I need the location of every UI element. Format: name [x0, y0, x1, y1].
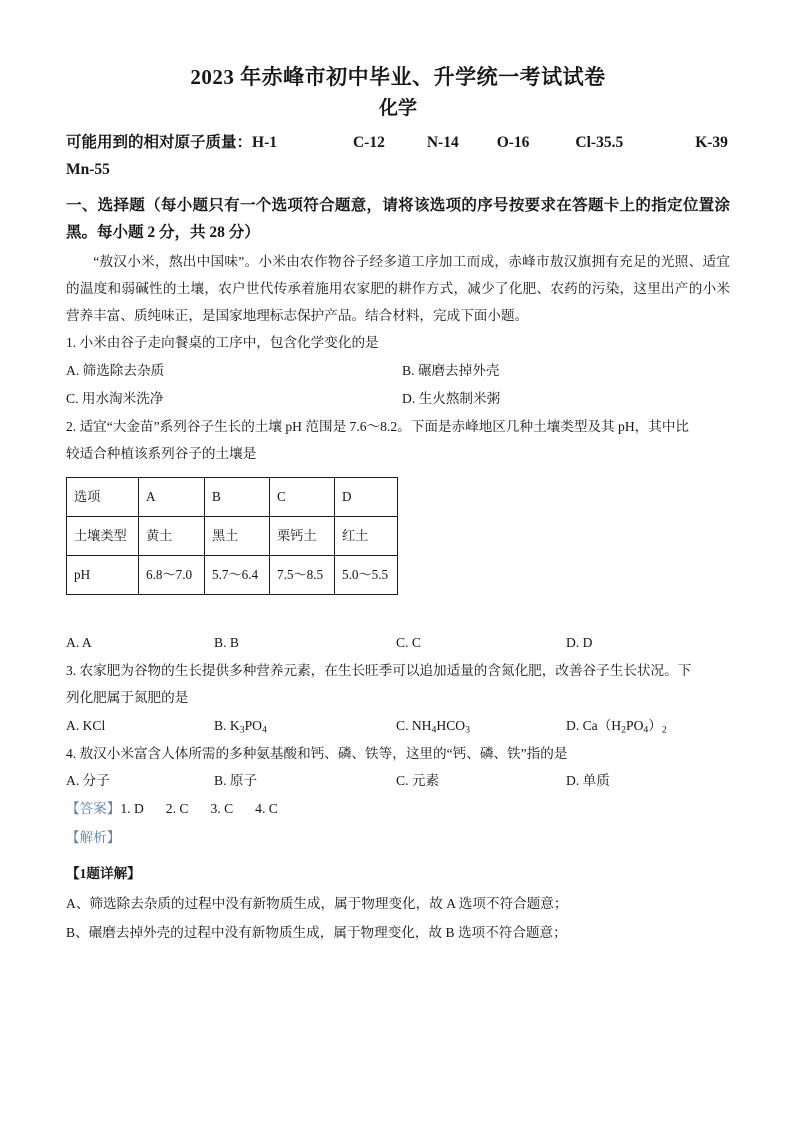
option-1-b[interactable]: B. 碾磨去掉外壳: [402, 362, 500, 378]
table-cell: 黄土: [139, 516, 205, 555]
atomic-mass-label: 可能用到的相对原子质量：: [66, 134, 253, 151]
table-cell: pH: [67, 555, 139, 594]
atomic-mass-cl: Cl-35.5: [575, 134, 624, 151]
question-3-options: [66, 712, 730, 740]
atomic-mass-k: K-39: [695, 134, 728, 151]
passage-text: “敖汉小米，熬出中国味”。小米由农作物谷子经多道工序加工而成，赤峰市敖汉旗拥有充足的光照、适宜的温度和弱碱性的土壤，农户世代传承着施用农家肥的耕作方式，减少了化肥、农药的污染，这里出产的小米营养丰富、质纯味正，是国家地理标志保护产品。结合材料，完成下面小题。: [66, 254, 730, 323]
answer-item-3: 3. C: [210, 801, 234, 816]
table-row: [67, 477, 398, 516]
option-4-b[interactable]: B. 原子: [214, 773, 258, 788]
atomic-mass-line-2: Mn-55: [66, 161, 110, 178]
table-cell: 选项: [67, 477, 139, 516]
soil-ph-table: [66, 477, 398, 595]
table-cell: 黑土: [205, 516, 270, 555]
question-2-stem-line-2: 较适合种植该系列谷子的土壤是: [66, 446, 257, 461]
analysis-tag: 【解析】: [66, 830, 121, 845]
table-cell: D: [335, 477, 398, 516]
atomic-mass-n: N-14: [426, 134, 459, 151]
table-cell: 红土: [335, 516, 398, 555]
atomic-mass-o: O-16: [496, 134, 530, 151]
table-cell: A: [139, 477, 205, 516]
answer-tag: 【答案】: [66, 801, 121, 816]
question-2-stem-line-1: 2. 适宜“大金苗”系列谷子生长的土壤 pH 范围是 7.6～8.2。下面是赤峰地区几种土壤类型及其 pH，其中比: [66, 418, 690, 434]
option-2-b[interactable]: B. B: [214, 634, 239, 650]
answer-item-2: 2. C: [165, 801, 189, 816]
atomic-mass-line: [66, 130, 730, 156]
option-2-d[interactable]: D. D: [566, 634, 593, 650]
table-cell: 5.0～5.5: [335, 555, 398, 594]
detail-line-b: B、碾磨去掉外壳的过程中没有新物质生成，属于物理变化，故 B 选项不符合题意；: [66, 925, 567, 940]
table-cell: 栗钙土: [270, 516, 335, 555]
detail-line-a: A、筛选除去杂质的过程中没有新物质生成，属于物理变化，故 A 选项不符合题意；: [66, 896, 568, 911]
option-3-d[interactable]: D. $Ca(H_2PO_4)_2$: [566, 717, 667, 736]
option-4-c[interactable]: C. 元素: [396, 773, 440, 788]
question-1-options-row-2: [66, 385, 730, 413]
soil-ph-table-wrapper: [66, 477, 730, 595]
answer-item-4: 4. C: [255, 801, 278, 816]
option-4-a[interactable]: A. 分子: [66, 773, 110, 788]
question-3-stem-line-2: 列化肥属于氮肥的是: [66, 690, 189, 705]
table-cell: 7.5～8.5: [270, 555, 335, 594]
answer-item-1: 1. D: [120, 801, 144, 816]
option-3-b[interactable]: B. $K_3PO_4$: [214, 717, 267, 736]
question-3-stem-line-1: 3. 农家肥为谷物的生长提供多种营养元素，在生长旺季可以追加适量的含氮化肥，改善谷子生长状况。下: [66, 662, 692, 678]
question-1-stem: 1. 小米由谷子走向餐桌的工序中，包含化学变化的是: [66, 335, 379, 350]
table-cell: 5.7～6.4: [205, 555, 270, 594]
table-cell: 6.8～7.0: [139, 555, 205, 594]
option-1-a[interactable]: A. 筛选除去杂质: [66, 362, 165, 378]
question-2-options: [66, 629, 730, 657]
question-4-options: [66, 767, 730, 795]
option-1-d[interactable]: D. 生火熬制米粥: [402, 390, 501, 406]
option-3-c[interactable]: C. $NH_4HCO_3$: [396, 717, 470, 736]
question-1-options-row-1: [66, 357, 730, 385]
table-cell: B: [205, 477, 270, 516]
detail-heading-q1: 【1题详解】: [66, 866, 141, 881]
table-row: [67, 555, 398, 594]
subject-title: 化学: [378, 98, 417, 119]
spacer: [66, 595, 730, 629]
atomic-mass-h: H-1: [252, 134, 277, 151]
option-2-a[interactable]: A. A: [66, 634, 92, 650]
table-cell: C: [270, 477, 335, 516]
table-row: [67, 516, 398, 555]
option-3-a[interactable]: A. KCl: [66, 717, 106, 733]
option-4-d[interactable]: D. 单质: [566, 773, 610, 788]
answer-line: [66, 795, 730, 823]
question-4-stem: 4. 敖汉小米富含人体所需的多种氨基酸和钙、磷、铁等，这里的“钙、磷、铁”指的是: [66, 745, 568, 761]
page-title: 2023 年赤峰市初中毕业、升学统一考试试卷: [190, 65, 606, 89]
atomic-mass-c: C-12: [352, 134, 385, 151]
table-cell: 土壤类型: [67, 516, 139, 555]
section-heading: 一、选择题（每小题只有一个选项符合题意，请将该选项的序号按要求在答题卡上的指定位置涂黑。每小题 2 分，共 28 分）: [66, 197, 730, 241]
page-content: [66, 62, 730, 947]
option-1-c[interactable]: C. 用水淘米洗净: [66, 390, 164, 406]
option-2-c[interactable]: C. C: [396, 634, 421, 650]
